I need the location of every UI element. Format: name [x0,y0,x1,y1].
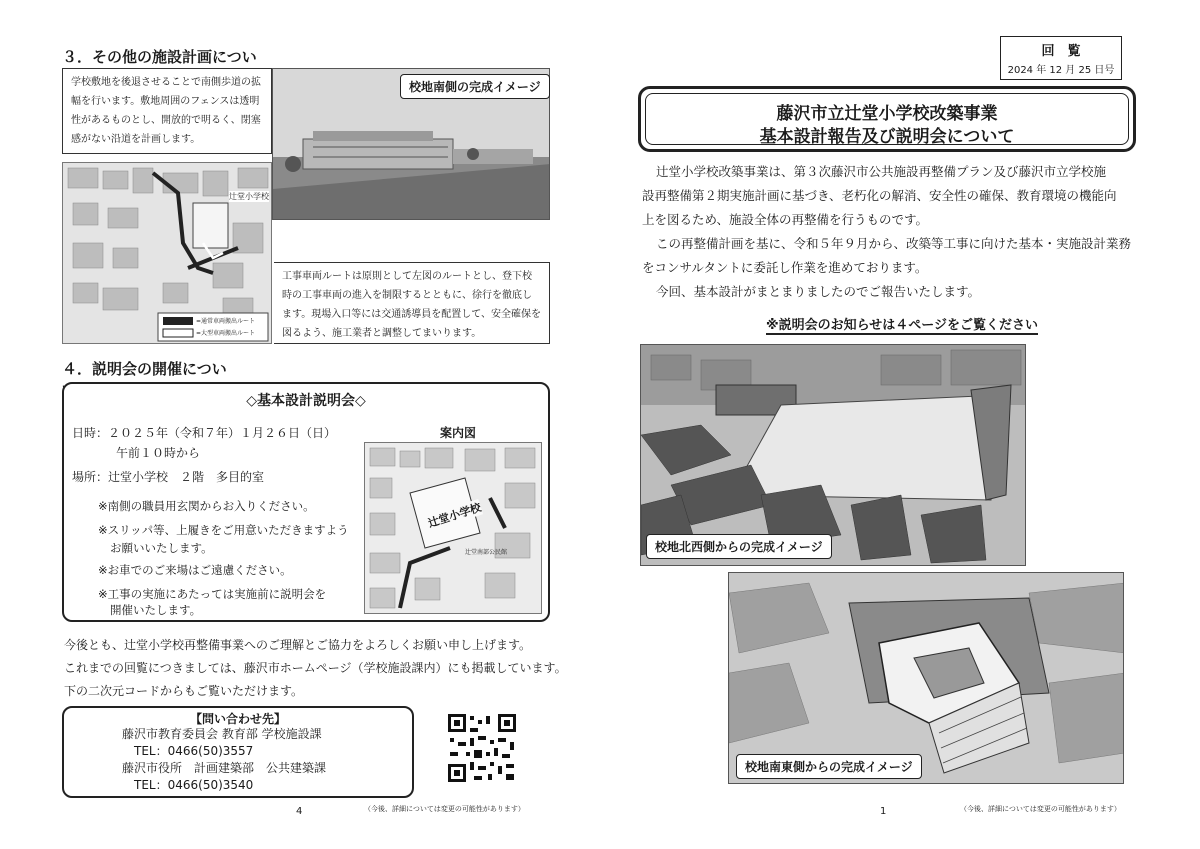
closing-line-3: 下の二次元コードからもご覧いただけます。 [64,684,304,698]
kairan-stamp [1000,36,1122,80]
title-box [638,86,1136,152]
briefing-title: ◇基本設計説明会◇ [246,393,366,409]
qr-code[interactable] [446,712,518,784]
intro-line-6: 今回、基本設計がまとまりましたのでご報告いたします。 [656,284,981,299]
southeast-caption: 校地南東側からの完成イメージ [736,754,922,779]
section4-heading: ４．説明会の開催につい [62,358,232,402]
briefing-note-2: ※スリッパ等、上履きをご用意いただきますよう [98,523,349,537]
guide-map-title: 案内図 [440,426,477,440]
intro-line-3: 上を図るため、施設全体の再整備を行うものです。 [642,212,929,227]
southeast-image [728,572,1124,784]
contact-tel-2: TEL：0466(50)3540 [134,778,254,792]
contact-line-2: 藤沢市役所 計画建築部 公共建築課 [122,761,327,775]
title-line-2: 基本設計報告及び説明会について [759,127,1015,147]
intro-line-4: この再整備計画を基に、令和５年９月から、改築等工事に向けた基本・実施設計業務 [656,236,1132,251]
legend-large: =大型車両搬出ルート [196,330,256,337]
closing-text [64,634,567,703]
briefing-time: 午前１０時から [116,446,201,460]
briefing-place: 場所：辻堂小学校 ２階 多目的室 [72,470,265,484]
guide-map-graphic [365,443,542,614]
intro-line-5: をコンサルタントに委託し作業を進めております。 [642,260,928,275]
contact-title: 【問い合わせ先】 [189,712,286,726]
title-line-1: 藤沢市立辻堂小学校改築事業 [776,104,998,124]
route-map-school-label: 辻堂小学校 [229,192,269,201]
right-page-number: 1 [880,806,887,817]
route-map [62,162,272,344]
qr-code-graphic [446,712,518,784]
contact-tel-1: TEL：0466(50)3557 [134,744,254,758]
briefing-note-1: ※南側の職員用玄関からお入りください。 [98,499,315,513]
northwest-image [640,344,1026,566]
intro-line-1: 辻堂小学校改築事業は、第３次藤沢市公共施設再整備プラン及び藤沢市立学校施 [656,164,1107,179]
left-page-number: 4 [296,806,303,817]
briefing-note-5: ※工事の実施にあたっては実施前に説明会を [98,587,327,601]
guide-map-school-label: 辻堂小学校 [426,500,483,531]
northwest-caption: 校地北西側からの完成イメージ [646,534,832,559]
contact-lines [122,726,326,794]
briefing-note-3: お願いいたします。 [110,541,213,555]
kairan-title: 回 覧 [1041,44,1081,59]
kairan-date: 2024 年 12 月 25 日号 [1007,65,1115,76]
closing-line-1: 今後とも、辻堂小学校再整備事業へのご理解とご協力をよろしくお願い申し上げます。 [64,638,532,652]
intro-paragraphs [642,160,1132,304]
briefing-box [62,382,550,622]
right-footnote: （今後、詳細については変更の可能性があります） [960,805,1121,813]
briefing-note-6: 開催いたします。 [110,603,202,617]
legend-normal: =通常車両搬出ルート [196,318,256,325]
left-footnote: （今後、詳細については変更の可能性があります） [364,805,525,813]
southeast-render [729,573,1124,784]
guide-map [364,442,542,614]
contact-line-1: 藤沢市教育委員会 教育部 学校施設課 [122,727,322,741]
intro-line-2: 設再整備第２期実施計画に基づき、老朽化の解消、安全性の確保、教育環境の機能向 [642,188,1117,203]
closing-line-2: これまでの回覧につきましては、藤沢市ホームページ（学校施設課内）にも掲載しています。 [64,661,567,675]
south-side-caption: 校地南側の完成イメージ [400,74,550,99]
guide-map-small-label: 辻堂南部公民館 [465,549,508,556]
section3-text-box: 学校敷地を後退させることで南側歩道の拡幅を行います。敷地周囲のフェンスは透明性があるものとし、開放的で明るく、閉塞感がない沿道を計画します。 [62,68,272,154]
northwest-render [641,345,1026,566]
notice-text: ※説明会のお知らせは４ページをご覧ください [766,314,1038,335]
briefing-date: 日時：２０２５年（令和７年）１月２６日（日） [72,426,337,440]
contact-box [62,706,414,798]
section3-heading: ３．その他の施設計画につい [62,46,270,90]
briefing-note-4: ※お車でのご来場はご遠慮ください。 [98,563,292,577]
route-text-box: 工事車両ルートは原則として左図のルートとし、登下校時の工事車両の進入を制限するとともに、徐行を徹底します。現場入口等には交通誘導員を配置して、安全確保を図るよう、施工業者と調整してまいります。 [274,262,550,344]
